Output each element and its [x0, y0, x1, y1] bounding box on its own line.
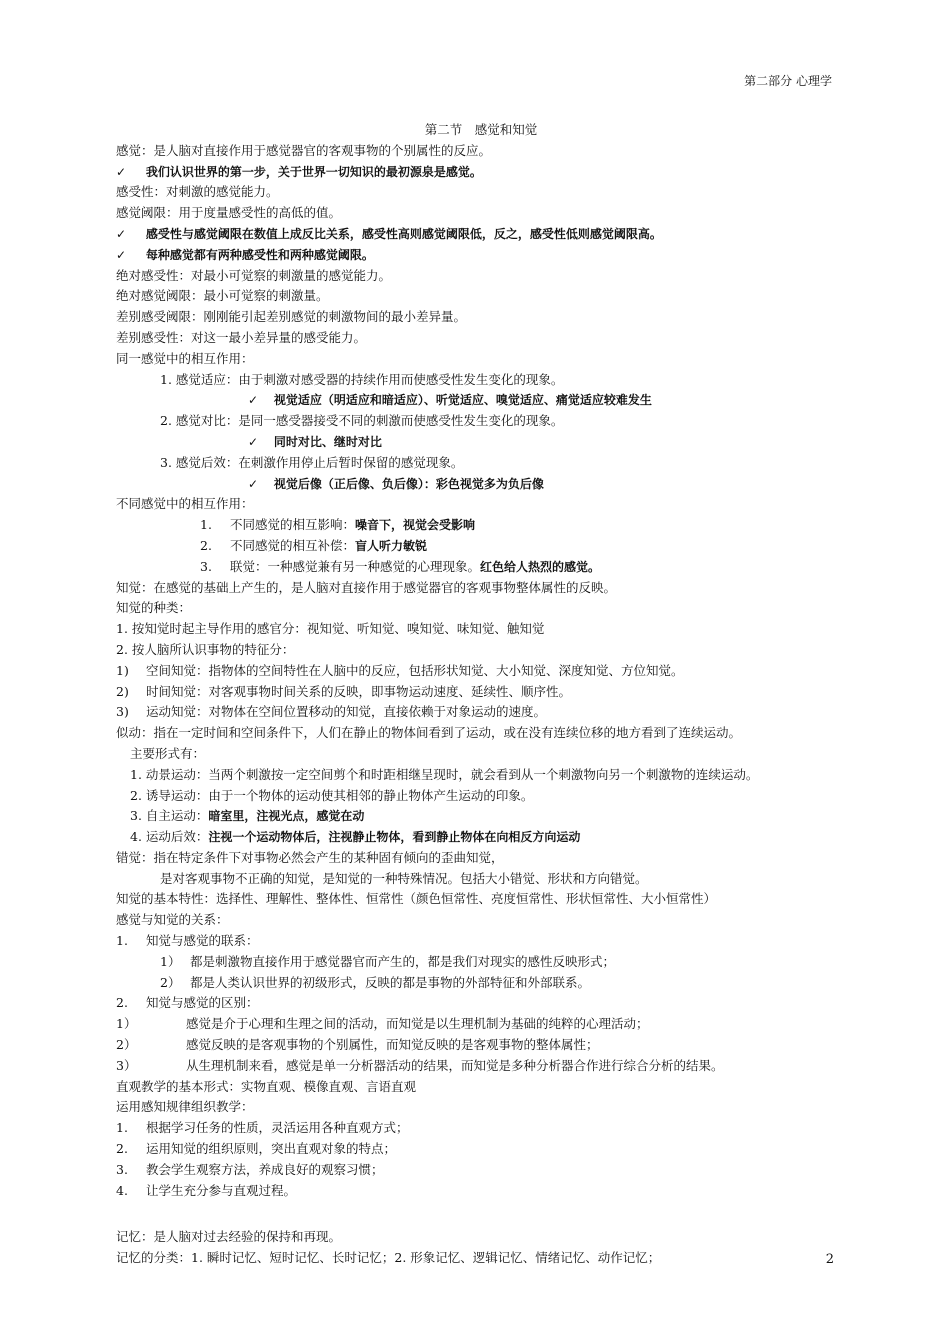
list-item: 2. 感觉对比：是同一感受器接受不同的刺激而使感受性发生变化的现象。	[160, 413, 564, 429]
check-icon: ✓	[116, 226, 127, 241]
bold-text: 注视一个运动物体后，注视静止物体，看到静止物体在向相反方向运动	[208, 830, 581, 845]
list-text: 不同感觉的相互影响：	[230, 517, 356, 533]
text-line: 绝对感受性：对最小可觉察的刺激量的感觉能力。	[116, 267, 392, 283]
text-line: 同一感觉中的相互作用：	[116, 350, 254, 366]
list-text: 不同感觉的相互补偿：	[230, 537, 356, 553]
list-number: 2)	[116, 683, 129, 699]
list-text: 都是刺激物直接作用于感觉器官而产生的，都是我们对现实的感性反映形式；	[190, 953, 616, 969]
text-line: 绝对感觉阈限：最小可觉察的刺激量。	[116, 288, 329, 304]
list-number: 1)	[116, 662, 129, 678]
list-item: 1. 感觉适应：由于刺激对感受器的持续作用而使感受性发生变化的现象。	[160, 371, 564, 387]
list-number: 2.	[116, 995, 128, 1011]
bullet-text: 视觉适应（明适应和暗适应）、听觉适应、嗅觉适应、痛觉适应较难发生	[273, 393, 652, 408]
list-number: 1.	[116, 1120, 128, 1136]
text-line: 知觉：在感觉的基础上产生的，是人脑对直接作用于感觉器官的客观事物整体属性的反映。	[116, 579, 617, 595]
list-text: 3. 自主运动：	[130, 808, 209, 824]
list-text: 根据学习任务的性质，灵活运用各种直观方式；	[146, 1120, 409, 1136]
list-text: 运动知觉：对物体在空间位置移动的知觉，直接依赖于对象运动的速度。	[146, 704, 547, 720]
bullet-text: 我们认识世界的第一步，关于世界一切知识的最初源泉是感觉。	[145, 164, 482, 179]
text-line: 感觉与知觉的关系：	[116, 912, 229, 928]
text-line: 是对客观事物不正确的知觉，是知觉的一种特殊情况。包括大小错觉、形状和方向错觉。	[160, 870, 648, 886]
text-line: 似动：指在一定时间和空间条件下，人们在静止的物体间看到了运动，或在没有连续位移的地方看到了连续运动。	[116, 725, 742, 741]
text-line: 记忆：是人脑对过去经验的保持和再现。	[116, 1229, 342, 1245]
list-item: 1. 动景运动：当两个刺激按一定空间剪个和时距相继呈现时，就会看到从一个刺激物向另一个刺激物的连续运动。	[130, 766, 759, 782]
list-text: 教会学生观察方法，养成良好的观察习惯；	[146, 1161, 384, 1177]
list-text: 联觉：一种感觉兼有另一种感觉的心理现象。	[230, 558, 481, 574]
section-title	[116, 1201, 846, 1227]
text-line: 不同感觉中的相互作用：	[116, 496, 254, 512]
text-line: 错觉：指在特定条件下对事物必然会产生的某种固有倾向的歪曲知觉，	[116, 849, 504, 865]
list-item: 3. 感觉后效：在刺激作用停止后暂时保留的感觉现象。	[160, 454, 464, 470]
list-text: 都是人类认识世界的初级形式，反映的都是事物的外部特征和外部联系。	[190, 974, 591, 990]
list-number: 3.	[200, 558, 212, 574]
text-line: 2. 按人脑所认识事物的特征分：	[116, 641, 295, 657]
text-line: 差别感受阈限：刚刚能引起差别感觉的刺激物间的最小差异量。	[116, 309, 467, 325]
text-line: 主要形式有：	[130, 745, 206, 761]
list-number: 2）	[160, 974, 181, 990]
list-number: 1.	[116, 933, 128, 949]
list-item: 2. 诱导运动：由于一个物体的运动使其相邻的静止物体产生运动的印象。	[130, 787, 534, 803]
text-line: 感觉：是人脑对直接作用于感觉器官的客观事物的个别属性的反应。	[116, 142, 492, 158]
section-title: 第二节 感觉和知觉	[424, 122, 538, 137]
text-line: 感受性：对刺激的感觉能力。	[116, 184, 279, 200]
list-number: 3）	[116, 1057, 137, 1073]
list-text: 感觉是介于心理和生理之间的活动，而知觉是以生理机制为基础的纯粹的心理活动；	[186, 1016, 649, 1032]
check-icon: ✓	[248, 393, 259, 408]
list-text: 时间知觉：对客观事物时间关系的反映，即事物运动速度、延续性、顺序性。	[146, 683, 572, 699]
text-line: 运用感知规律组织教学：	[116, 1099, 254, 1115]
text-line: 知觉的种类：	[116, 600, 192, 616]
list-number: 3)	[116, 704, 129, 720]
bold-text: 盲人听力敏锐	[355, 538, 428, 553]
text-line: 知觉的基本特性：选择性、理解性、整体性、恒常性（颜色恒常性、亮度恒常性、形状恒常性、大小恒常性）	[116, 891, 717, 907]
list-number: 2.	[116, 1141, 128, 1157]
list-text: 知觉与感觉的联系：	[146, 933, 259, 949]
text-line: 记忆的分类：1. 瞬时记忆、短时记忆、长时记忆；2. 形象记忆、逻辑记忆、情绪记忆、动作记忆；	[116, 1250, 661, 1266]
list-text: 空间知觉：指物体的空间特性在人脑中的反应，包括形状知觉、大小知觉、深度知觉、方位知觉。	[146, 662, 684, 678]
list-text: 4. 运动后效：	[130, 829, 209, 845]
list-text: 运用知觉的组织原则，突出直观对象的特点；	[146, 1141, 397, 1157]
bold-text: 噪音下，视觉会受影响	[355, 518, 476, 533]
list-text: 让学生充分参与直观过程。	[146, 1182, 297, 1198]
text-line: 感觉阈限：用于度量感受性的高低的值。	[116, 205, 342, 221]
bullet-text: 同时对比、继时对比	[273, 434, 382, 449]
bold-text: 暗室里，注视光点，感觉在动	[208, 809, 365, 824]
page-header: 第二部分 心理学	[744, 74, 832, 88]
text-line: 1. 按知觉时起主导作用的感官分：视知觉、听知觉、嗅知觉、味知觉、触知觉	[116, 621, 545, 637]
list-number: 1.	[200, 517, 212, 533]
page-number: 2	[825, 1252, 834, 1267]
text-line: 直观教学的基本形式：实物直观、模像直观、言语直观	[116, 1078, 417, 1094]
check-icon: ✓	[116, 247, 127, 262]
list-text: 知觉与感觉的区别：	[146, 995, 259, 1011]
list-text: 从生理机制来看，感觉是单一分析器活动的结果，而知觉是多种分析器合作进行综合分析的结果。	[186, 1057, 724, 1073]
bullet-text: 视觉后像（正后像、负后像）：彩色视觉多为负后像	[273, 476, 544, 491]
bullet-text: 每种感觉都有两种感受性和两种感觉阈限。	[145, 247, 374, 262]
list-number: 1）	[116, 1016, 137, 1032]
page-body	[116, 120, 846, 1269]
bold-text: 红色给人热烈的感觉。	[480, 559, 601, 574]
check-icon: ✓	[248, 434, 259, 449]
text-line: 差别感受性：对这一最小差异量的感受能力。	[116, 329, 367, 345]
check-icon: ✓	[116, 164, 127, 179]
list-number: 4.	[116, 1182, 128, 1198]
bullet-text: 感受性与感觉阈限在数值上成反比关系，感受性高则感觉阈限低，反之，感受性低则感觉阈限高。	[145, 226, 662, 241]
list-text: 感觉反映的是客观事物的个别属性，而知觉反映的是客观事物的整体属性；	[186, 1037, 599, 1053]
list-number: 1）	[160, 953, 181, 969]
list-number: 2.	[200, 537, 212, 553]
check-icon: ✓	[248, 476, 259, 491]
list-number: 2）	[116, 1037, 137, 1053]
list-number: 3.	[116, 1161, 128, 1177]
